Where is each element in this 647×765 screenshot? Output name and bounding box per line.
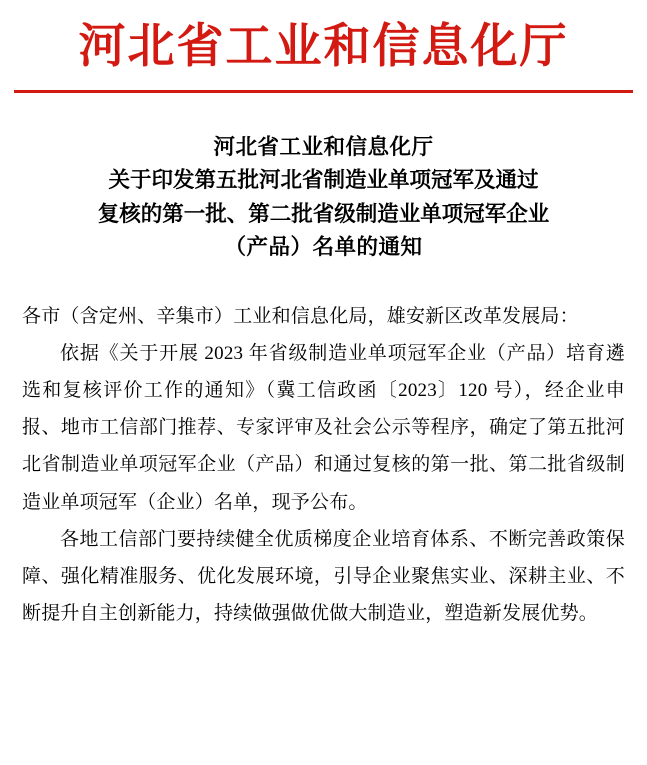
body-paragraph-salutation: 各市（含定州、辛集市）工业和信息化局，雄安新区改革发展局： <box>22 306 579 328</box>
body-paragraph-1: 依据《关于开展 2023 年省级制造业单项冠军企业（产品）培育遴选和复核评价工作的通知》（冀工信政函〔2023〕120 号），经企业申报、地市工信部门推荐、专家评审及社会公示等程序，确定了第五批河北省制造业单项冠军企业（产品）和通过复核的第一批、第二批省级制造业单项冠军（企业）名单，现予公布。 <box>22 343 625 513</box>
document-title-line-4: （产品）名单的通知 <box>224 234 423 259</box>
issuing-agency-name: 河北省工业和信息化厅 <box>78 21 569 73</box>
document-body <box>22 298 625 631</box>
body-paragraph-2: 各地工信部门要持续健全优质梯度企业培育体系、不断完善政策保障、强化精准服务、优化发展环境，引导企业聚焦实业、深耕主业、不断提升自主创新能力，持续做强做优做大制造业，塑造新发展优势。 <box>22 528 625 624</box>
document-title-line-1: 河北省工业和信息化厅 <box>213 135 434 160</box>
document-title <box>44 131 603 264</box>
document-title-line-3: 复核的第一批、第二批省级制造业单项冠军企业 <box>97 201 550 226</box>
letterhead <box>0 0 647 93</box>
document-title-line-2: 关于印发第五批河北省制造业单项冠军及通过 <box>108 168 539 193</box>
letterhead-divider <box>14 90 633 93</box>
